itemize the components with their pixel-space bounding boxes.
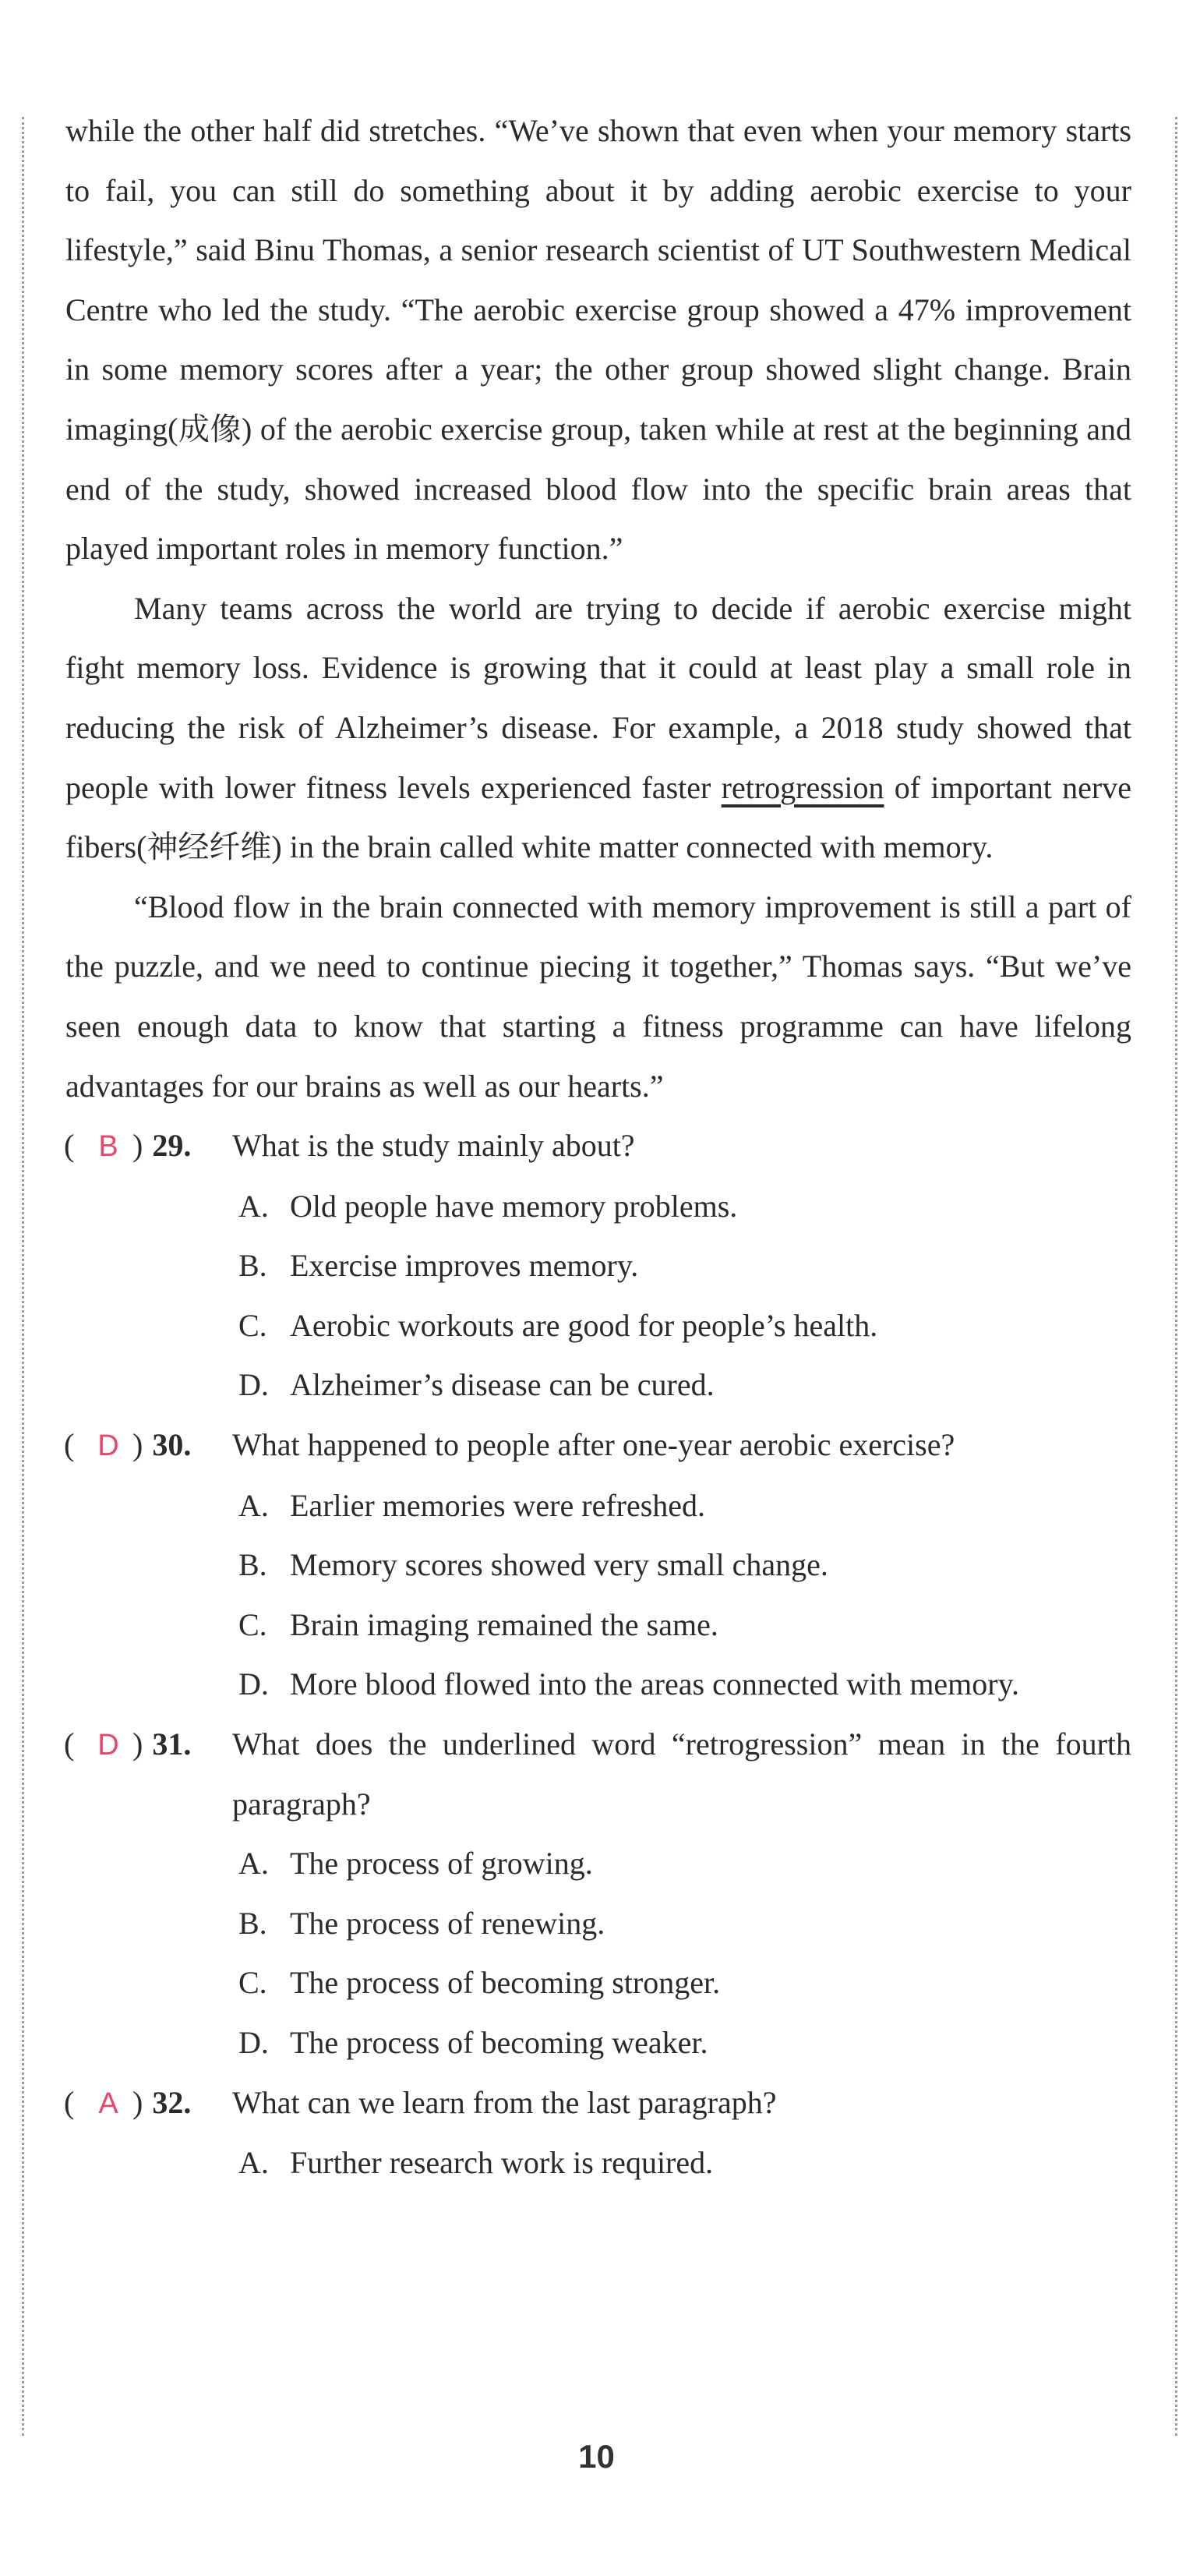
question-number: 31.	[152, 1726, 192, 1762]
option-item: C. Brain imaging remained the same.	[238, 1606, 718, 1642]
option-item: B. The process of renewing.	[238, 1905, 605, 1941]
option-item: D. The process of becoming weaker.	[238, 2025, 708, 2060]
question-31: ( D ) 31. What does the underlined word “retrogression” mean in the fourth paragraph?	[64, 1715, 1131, 1834]
question-29: ( B ) 29. What is the study mainly about?	[64, 1116, 1131, 1177]
question-32: ( A ) 32. What can we learn from the last paragraph?	[64, 2073, 1131, 2134]
answer-mark: A	[98, 2087, 118, 2120]
question-text: What happened to people after one-year aerobic exercise?	[232, 1427, 955, 1463]
option-item: A. Earlier memories were refreshed.	[238, 1487, 706, 1523]
option-item: B. Exercise improves memory.	[238, 1248, 639, 1284]
option-item: A. Further research work is required.	[238, 2145, 714, 2181]
question-text: What does the underlined word “retrogression” mean in the fourth paragraph?	[232, 1726, 1131, 1822]
option-item: C. The process of becoming stronger.	[238, 1965, 721, 2001]
question-30: ( D ) 30. What happened to people after one-year aerobic exercise?	[64, 1415, 1131, 1476]
paragraph-1: while the other half did stretches. “We’ve shown that even when your memory starts to fail, you can still do something about it by adding aerobic exercise to your lifestyle,” said Binu Thomas, a senior research scientist of UT Southwestern Medical Centre who led the study. “The aerobic exercise group showed a 47% improvement in some memory scores after a year; the other group showed slight change. Brain imaging(成像) of the aerobic exercise group, taken while at rest at the beginning and end of the study, showed increased blood flow into the specific brain areas that played important roles in memory function.”	[65, 113, 1131, 567]
answer-mark: D	[97, 1729, 119, 1762]
underlined-word-retrogression: retrogression	[721, 769, 884, 805]
paragraph-3: “Blood flow in the brain connected with memory improvement is still a part of the puzzle, and we need to continue piecing it together,” Thomas says. “But we’ve seen enough data to know that starting a fitness programme can have lifelong advantages for our brains as well as our hearts.”	[65, 889, 1131, 1104]
answer-mark: B	[98, 1130, 118, 1164]
paragraph-2-before: Many teams across the world are trying to decide if aerobic exercise might fight memory loss. Evidence is growing that it could at least play a small role in reducing the risk of Alzheimer’s disease. For example, a 2018 study showed that people with lower fitness levels experienced faster	[65, 590, 1131, 805]
option-item: B. Memory scores showed very small change.	[238, 1547, 828, 1583]
option-item: A. The process of growing.	[238, 1846, 593, 1882]
question-number: 30.	[152, 1427, 192, 1463]
left-margin-rule	[22, 117, 24, 2436]
page-number: 10	[578, 2438, 615, 2475]
question-number: 29.	[152, 1128, 192, 1164]
right-margin-rule	[1175, 117, 1177, 2436]
answer-mark: D	[97, 1429, 119, 1463]
question-text: What can we learn from the last paragraph?	[232, 2084, 777, 2120]
page-content	[65, 101, 1131, 2193]
option-item: D. Alzheimer’s disease can be cured.	[238, 1367, 715, 1403]
option-item: D. More blood flowed into the areas connected with memory.	[238, 1666, 1020, 1702]
paragraph-2	[65, 579, 1131, 878]
question-list	[65, 1116, 1131, 2193]
question-number: 32.	[152, 2084, 192, 2120]
option-item: C. Aerobic workouts are good for people’s health.	[238, 1307, 878, 1343]
paragraph-2-after: of important nerve fibers(神经纤维) in the brain called white matter connected with memory.	[65, 769, 1132, 865]
option-item: A. Old people have memory problems.	[238, 1188, 738, 1224]
question-text: What is the study mainly about?	[232, 1128, 635, 1164]
